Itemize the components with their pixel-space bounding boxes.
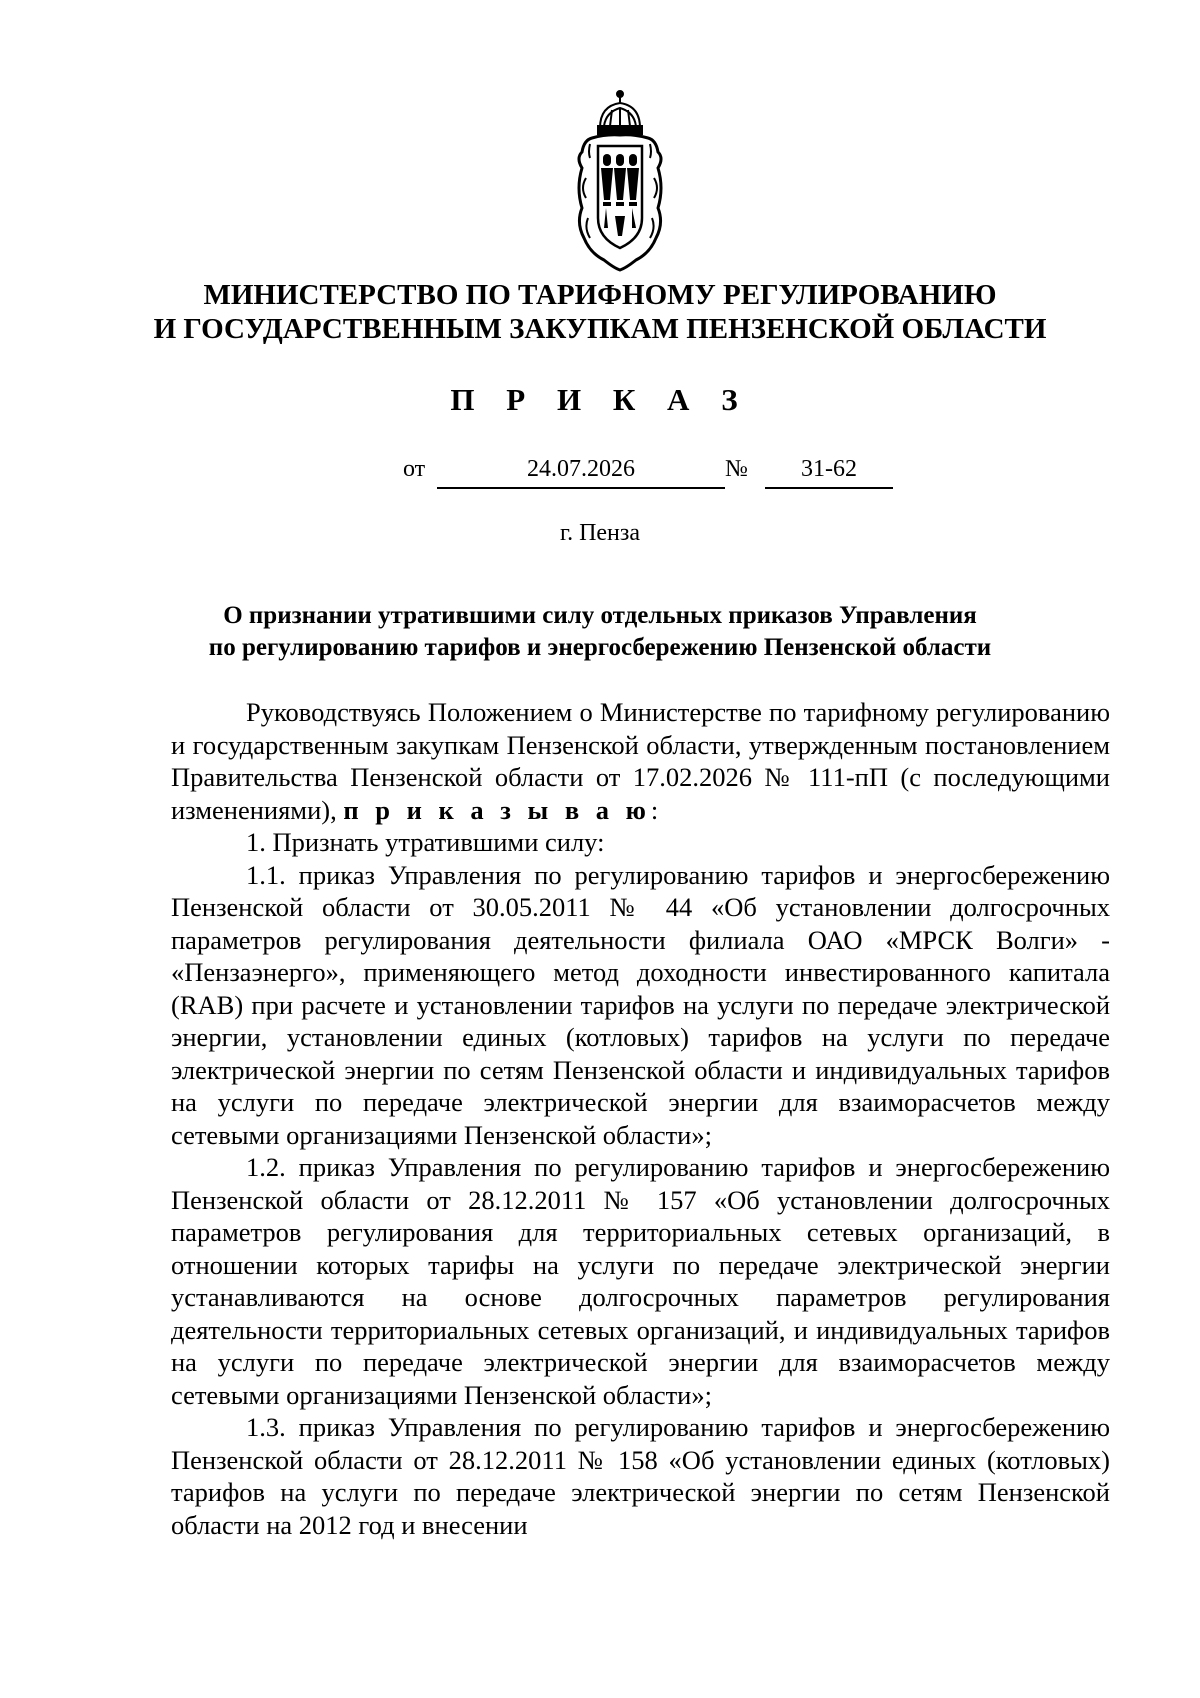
order-subject-line1: О признании утратившими силу отдельных приказов Управления [223, 602, 977, 629]
item-1-1: 1.1. приказ Управления по регулированию тарифов и энергосбережению Пензенской области от 30.05.2011 № 44 «Об установлении долгосрочных параметров регулирования деятельности филиала ОАО «МРСК Волги» - «Пензаэнерго», применяющего метод доходности инвестированного капитала (RAB) при расчете и установлении тарифов на услуги по передаче электрической энергии, установлении единых (котловых) тарифов на услуги по передаче электрической энергии по сетям Пензенской области и индивидуальных тарифов на услуги по передаче электрической энергии для взаиморасчетов между сетевыми организациями Пензенской области»; [171, 859, 1110, 1150]
order-date-number-line [403, 456, 923, 492]
number-sign: № [725, 456, 748, 482]
item-1-3: 1.3. приказ Управления по регулированию тарифов и энергосбережению Пензенской области от 28.12.2011 № 158 «Об установлении единых (котловых) тарифов на услуги по передаче электрической энергии по сетям Пензенской области на 2012 год и внесении [171, 1412, 1110, 1540]
intro-end: : [650, 794, 659, 825]
item-1: 1. Признать утратившими силу: [246, 827, 605, 857]
intro-paragraph [171, 696, 1110, 826]
ministry-name-line2: И ГОСУДАРСТВЕННЫМ ЗАКУПКАМ ПЕНЗЕНСКОЙ ОБЛАСТИ [153, 313, 1047, 345]
order-subject-line2: по регулированию тарифов и энергосбережению Пензенской области [208, 634, 992, 661]
order-subject [0, 600, 1200, 664]
order-word: п р и к а з ы в а ю [343, 794, 651, 825]
item-1-2: 1.2. приказ Управления по регулированию тарифов и энергосбережению Пензенской области от 28.12.2011 № 157 «Об установлении долгосрочных параметров регулирования для территориальных сетевых организаций, в отношении которых тарифы на услуги по передаче электрической энергии устанавливаются на основе долгосрочных параметров регулирования деятельности территориальных сетевых организаций, и индивидуальных тарифов на услуги по передаче электрической энергии для взаиморасчетов между сетевыми организациями Пензенской области»; [171, 1152, 1110, 1410]
order-number: 31-62 [765, 456, 893, 489]
ministry-header [0, 278, 1200, 346]
city-label: г. Пенза [559, 520, 641, 546]
coat-of-arms-icon [570, 88, 670, 278]
order-date: 24.07.2026 [437, 456, 725, 489]
order-body [171, 696, 1110, 1541]
ministry-name-line1: МИНИСТЕРСТВО ПО ТАРИФНОМУ РЕГУЛИРОВАНИЮ [203, 279, 997, 311]
from-label: от [403, 456, 426, 482]
document-type-title: П Р И К А З [450, 382, 750, 417]
intro-text: Руководствуясь Положением о Министерстве по тарифному регулированию и государственным закупкам Пензенской области, утвержденным постановлением Правительства Пензенской области от 17.02.2026 № 111-пП (с последующими изменениями), [171, 697, 1110, 825]
